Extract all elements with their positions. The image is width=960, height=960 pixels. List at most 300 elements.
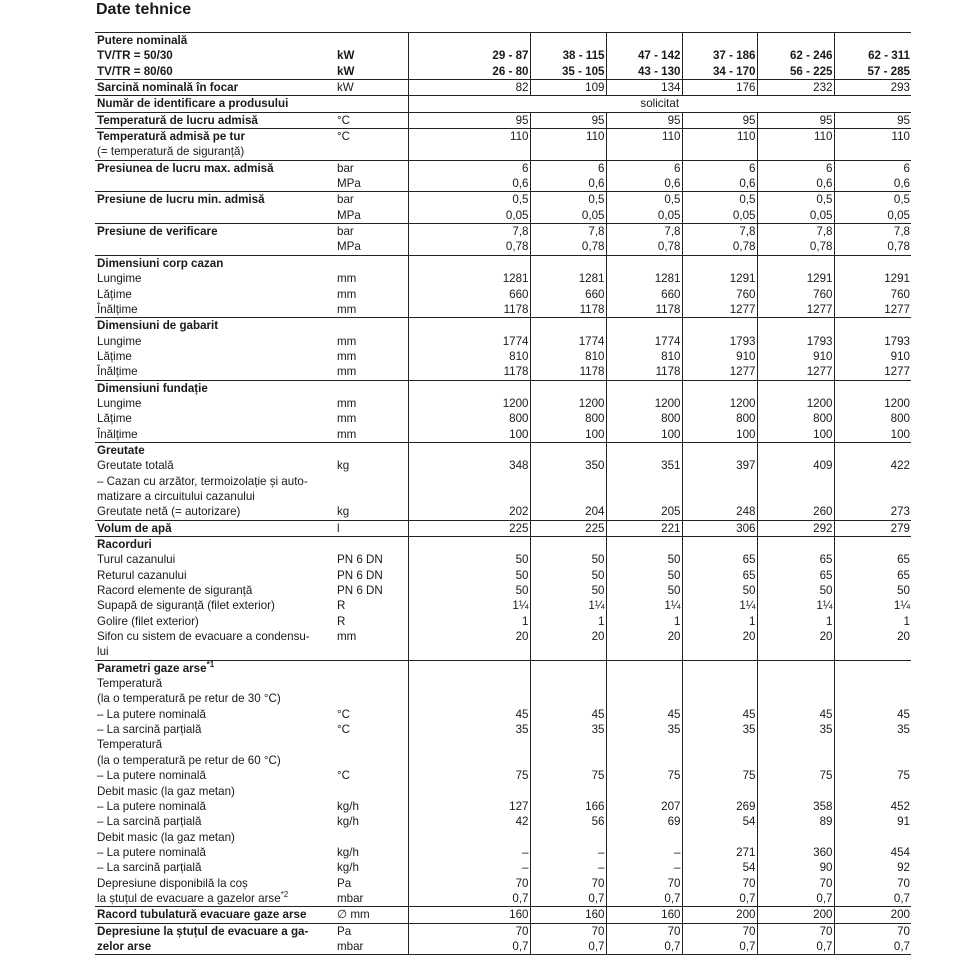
value-cell [834,255,911,271]
value-cell: 409 [757,458,834,473]
value-cell: 50 [408,583,530,598]
row-label [95,768,336,783]
row-label-text: Lățime [97,349,132,363]
value-cell [530,255,606,271]
row-unit: Pa [336,923,408,939]
value-cell [682,660,757,676]
row-label-text: Depresiune la ștuțul de evacuare a ga- [97,924,309,938]
row-unit: kW [336,80,408,96]
row-label [95,239,336,255]
value-cell: 0,7 [682,891,757,907]
row-label [95,33,336,49]
value-cell [408,691,530,706]
value-cell: 397 [682,458,757,473]
row-label-text: TV/TR = 50/30 [97,49,173,63]
table-row [95,583,911,598]
row-unit [336,537,408,553]
table-row [95,784,911,799]
row-unit: bar [336,160,408,176]
value-cell [408,676,530,691]
value-cell: 0,7 [408,891,530,907]
row-label [95,799,336,814]
table-row [95,568,911,583]
value-cell: 271 [682,845,757,860]
row-unit: mm [337,630,357,644]
value-cell: 110 [530,129,606,145]
row-label [95,176,336,192]
row-label [95,860,336,875]
value-cell: 160 [606,907,682,923]
value-cell: 95 [757,112,834,128]
row-unit: mm [337,302,357,316]
value-cell: 20 [530,629,606,644]
value-cell [757,474,834,489]
row-unit [336,318,408,334]
value-cell [530,489,606,504]
value-cell: 273 [834,504,911,520]
row-unit: mm [337,412,357,426]
value-cell: 0,6 [606,176,682,192]
value-cell [682,737,757,752]
row-label [95,676,336,691]
value-cell [530,33,606,49]
row-unit [336,255,408,271]
row-label [95,876,336,891]
table-row [95,939,911,955]
table-row [95,891,911,907]
row-label [95,504,336,520]
row-label [95,224,336,240]
value-cell: 1277 [834,364,911,380]
row-unit: kg/h [337,861,359,875]
row-unit: mbar [337,891,364,905]
value-cell [530,753,606,768]
value-cell: 204 [530,504,606,520]
value-cell: 100 [530,427,606,443]
row-unit: bar [336,224,408,240]
value-cell: 1 [834,614,911,629]
value-cell: 1 [682,614,757,629]
value-cell: 351 [606,458,682,473]
row-label-text: Sifon cu sistem de evacuare a condensu- [97,630,310,644]
value-cell: 0,78 [834,239,911,255]
value-cell: 1 [408,614,530,629]
value-cell: 70 [834,876,911,891]
table-row [95,64,911,80]
value-cell: 20 [682,629,757,644]
table-row [95,48,911,63]
value-cell [757,830,834,845]
value-cell: 50 [530,552,606,567]
row-unit: mm [337,349,357,363]
row-unit: PN 6 DN [337,568,383,582]
value-cell [606,489,682,504]
value-cell [682,33,757,49]
value-cell: 800 [530,411,606,426]
value-cell [530,676,606,691]
value-cell: 1 [530,614,606,629]
value-cell: 6 [408,160,530,176]
value-cell [606,830,682,845]
row-label [95,129,336,145]
value-cell: 800 [682,411,757,426]
value-cell: 200 [757,907,834,923]
row-label-text: Greutate totală [97,459,174,473]
value-cell [834,753,911,768]
row-label [95,489,336,504]
value-cell [408,144,530,160]
value-cell [408,255,530,271]
row-label-text: Lungime [97,272,142,286]
value-cell: 75 [757,768,834,783]
value-cell: 20 [834,629,911,644]
value-cell: 35 - 105 [530,64,606,80]
value-cell: 760 [682,287,757,302]
value-cell: 35 [408,722,530,737]
row-label [95,691,336,706]
value-cell: 75 [606,768,682,783]
value-cell [757,537,834,553]
table-row [95,737,911,752]
value-cell: 89 [757,814,834,829]
value-cell: 1¼ [408,598,530,613]
row-label-text: zelor arse [97,939,152,953]
value-cell: 56 [530,814,606,829]
value-cell: 1277 [757,302,834,318]
value-cell: 50 [530,568,606,583]
row-label [95,537,336,553]
value-cell: 20 [408,629,530,644]
value-cell: 1277 [834,302,911,318]
row-label [95,396,336,411]
value-cell [530,442,606,458]
value-cell: 6 [530,160,606,176]
value-cell: 70 [606,876,682,891]
row-unit: kg [337,459,350,473]
technical-data-table [95,32,911,955]
value-cell [408,753,530,768]
value-cell: 800 [834,411,911,426]
table-row [95,504,911,520]
value-cell: 65 [757,568,834,583]
value-cell: 0,6 [408,176,530,192]
value-cell [530,737,606,752]
value-cell: 110 [606,129,682,145]
value-cell: 29 - 87 [408,48,530,63]
value-cell: 0,78 [530,239,606,255]
value-cell: 0,7 [530,939,606,955]
value-cell: 293 [834,80,911,96]
value-cell: – [606,860,682,875]
value-cell [682,380,757,396]
value-cell: 292 [757,520,834,536]
value-cell: 6 [682,160,757,176]
table-row [95,907,911,923]
row-label [95,583,336,598]
value-cell: 0,7 [530,891,606,907]
value-cell [834,318,911,334]
row-label [95,939,336,955]
value-cell [757,660,834,676]
value-cell: 20 [757,629,834,644]
row-unit: PN 6 DN [337,553,383,567]
table-row [95,96,911,112]
value-cell [834,660,911,676]
value-cell [408,830,530,845]
table-row [95,753,911,768]
value-cell [834,144,911,160]
value-cell: 0,05 [757,208,834,224]
value-cell: 1281 [408,271,530,286]
row-label-text: Lățime [97,287,132,301]
value-cell: 70 [757,923,834,939]
value-cell: 35 [682,722,757,737]
value-cell [530,784,606,799]
row-label [95,80,336,96]
row-unit [336,691,408,706]
value-cell [682,474,757,489]
table-row [95,380,911,396]
row-unit: mm [337,365,357,379]
value-cell [834,676,911,691]
table-row [95,349,911,364]
table-row [95,537,911,553]
row-unit [336,644,408,660]
row-label-text: lui [97,645,109,659]
table-row [95,144,911,160]
value-cell: 95 [682,112,757,128]
value-cell [682,489,757,504]
value-cell: 1178 [408,364,530,380]
value-cell: 350 [530,458,606,473]
value-cell: 910 [682,349,757,364]
value-cell: 1277 [682,364,757,380]
value-cell: 65 [757,552,834,567]
row-label-text: Temperatură [97,677,163,691]
row-label-text: Returul cazanului [97,568,187,582]
value-cell [408,33,530,49]
value-cell: 54 [682,860,757,875]
value-cell [682,691,757,706]
row-label-text: Golire (filet exterior) [97,614,199,628]
value-cell: 1¼ [530,598,606,613]
value-cell [606,33,682,49]
row-unit: °C [337,723,351,737]
row-label-text: (= temperatură de siguranță) [97,145,245,159]
row-label-text: Debit masic (la gaz metan) [97,784,235,798]
table-row [95,224,911,240]
row-label-text: Supapă de siguranță (filet exterior) [97,599,275,613]
row-unit [336,784,408,799]
value-cell: 95 [606,112,682,128]
value-cell [408,474,530,489]
value-cell [834,830,911,845]
row-label-text: Racorduri [97,538,152,551]
row-unit: °C [336,129,408,145]
table-row [95,644,911,660]
value-cell [606,660,682,676]
value-cell [408,442,530,458]
row-label [95,629,336,644]
table-row [95,552,911,567]
row-label [95,364,336,380]
row-label-text: Înălțime [97,365,138,379]
row-label-text: Greutate netă (= autorizare) [97,505,241,519]
value-cell [757,380,834,396]
value-cell: 0,5 [606,192,682,208]
value-cell: 35 [834,722,911,737]
value-cell: 35 [530,722,606,737]
row-label-text: Turul cazanului [97,553,176,567]
value-cell: 1178 [530,302,606,318]
value-cell: 660 [408,287,530,302]
value-cell [408,660,530,676]
value-cell [530,691,606,706]
value-cell [682,830,757,845]
value-cell [408,489,530,504]
value-cell [408,784,530,799]
value-cell: 1793 [757,334,834,349]
value-cell: 0,78 [408,239,530,255]
value-cell: 1281 [530,271,606,286]
row-label-text: Putere nominală [97,34,188,47]
value-cell [757,489,834,504]
value-cell [606,753,682,768]
value-cell [606,442,682,458]
row-unit: kg/h [337,845,359,859]
value-cell: 7,8 [682,224,757,240]
value-cell: 1291 [682,271,757,286]
value-cell: 47 - 142 [606,48,682,63]
value-cell: 232 [757,80,834,96]
row-unit: kW [337,64,355,78]
row-label-text: Temperatură [97,738,163,752]
value-cell: 7,8 [408,224,530,240]
row-unit: kg/h [337,799,359,813]
table-row [95,691,911,706]
value-cell: 50 [682,583,757,598]
value-cell [682,442,757,458]
row-label [95,271,336,286]
value-cell: 50 [606,568,682,583]
table-row [95,923,911,939]
value-cell: 35 [757,722,834,737]
row-label [95,380,336,396]
row-unit: mm [337,334,357,348]
table-row [95,318,911,334]
row-unit [336,753,408,768]
value-cell [606,676,682,691]
value-cell: 45 [682,707,757,722]
value-cell [408,737,530,752]
table-row [95,458,911,473]
value-cell: 95 [834,112,911,128]
footnote-marker: *1 [206,659,215,669]
value-cell: 200 [682,907,757,923]
value-cell: 70 [606,923,682,939]
value-cell: 110 [682,129,757,145]
value-cell: 205 [606,504,682,520]
value-cell: 760 [757,287,834,302]
row-label-text: – La putere nominală [97,707,206,721]
value-cell: 65 [682,552,757,567]
value-cell: 1¼ [834,598,911,613]
table-row [95,176,911,192]
value-cell: 910 [834,349,911,364]
value-cell: 69 [606,814,682,829]
value-cell: 0,7 [606,939,682,955]
value-cell: 70 [408,923,530,939]
row-label-text: Lățime [97,412,132,426]
value-cell: 0,78 [757,239,834,255]
value-cell: 221 [606,520,682,536]
value-cell: 75 [682,768,757,783]
value-cell: 100 [408,427,530,443]
row-label [95,830,336,845]
value-cell: 1200 [408,396,530,411]
table-row [95,129,911,145]
row-label-text: – La sarcină parțială [97,723,202,737]
value-cell: – [606,845,682,860]
value-cell: 56 - 225 [757,64,834,80]
table-row [95,239,911,255]
row-label [95,845,336,860]
value-cell: 225 [530,520,606,536]
value-cell: 269 [682,799,757,814]
value-cell: 95 [530,112,606,128]
value-cell: 134 [606,80,682,96]
row-unit [336,660,408,676]
row-unit: MPa [337,240,361,254]
row-label [95,520,336,536]
value-cell: 50 [834,583,911,598]
table-row [95,287,911,302]
row-unit: °C [336,112,408,128]
value-cell: 360 [757,845,834,860]
row-unit: °C [337,707,351,721]
value-cell: 6 [757,160,834,176]
value-cell [834,737,911,752]
row-label [95,411,336,426]
row-unit: mm [337,272,357,286]
table-row [95,520,911,536]
table-row [95,876,911,891]
table-row [95,364,911,380]
table-row [95,676,911,691]
value-cell: 422 [834,458,911,473]
value-cell [530,318,606,334]
value-cell [682,784,757,799]
value-cell: 34 - 170 [682,64,757,80]
value-cell [834,474,911,489]
value-cell [834,442,911,458]
row-unit: mm [337,287,357,301]
value-cell: 1178 [530,364,606,380]
row-label-text: Dimensiuni fundație [97,381,208,395]
value-cell: 1178 [408,302,530,318]
value-cell: 75 [834,768,911,783]
value-cell: 65 [834,552,911,567]
value-cell [530,644,606,660]
value-cell: 100 [757,427,834,443]
row-label-text: – La putere nominală [97,845,206,859]
value-cell: 1¼ [606,598,682,613]
table-row [95,614,911,629]
value-cell [757,644,834,660]
value-cell: 70 [682,923,757,939]
value-cell: – [408,845,530,860]
value-cell: 0,05 [606,208,682,224]
